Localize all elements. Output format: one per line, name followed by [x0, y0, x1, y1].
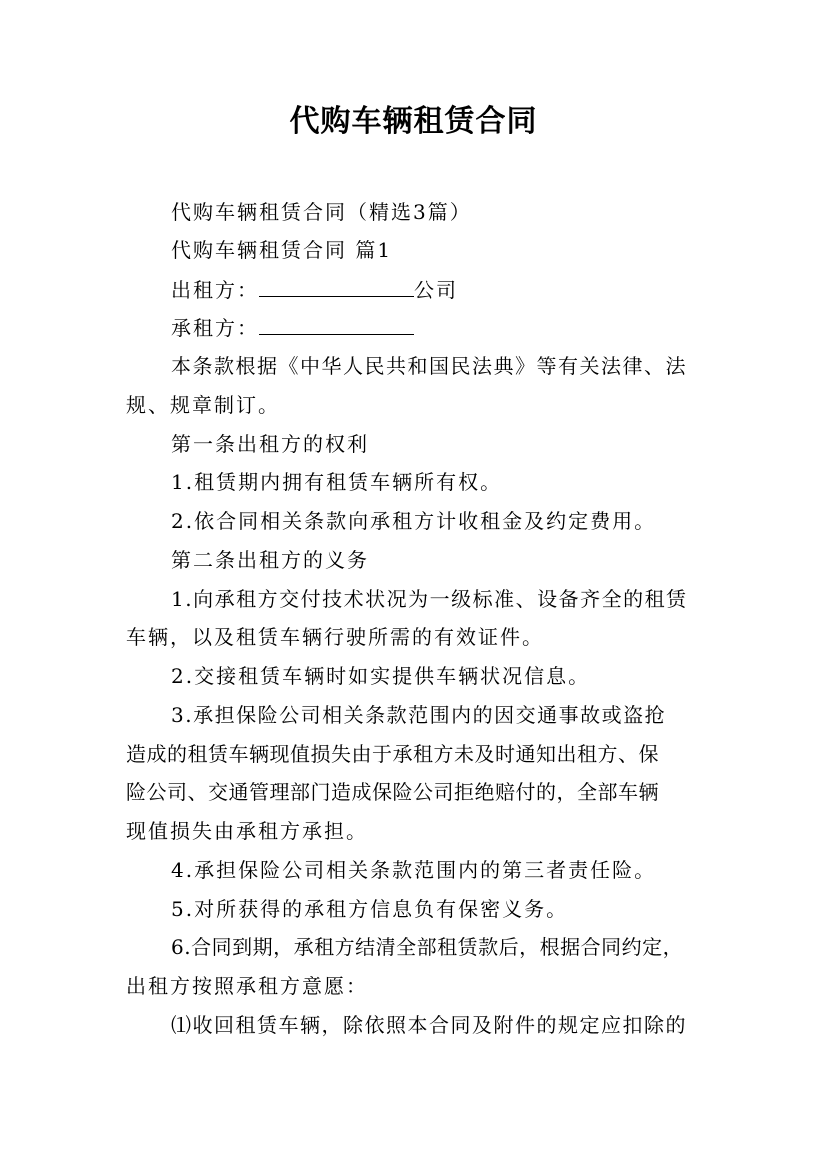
lessor-blank: [259, 276, 414, 297]
clause-line: 4.承担保险公司相关条款范围内的第三者责任险。: [171, 858, 657, 882]
article-heading: 第一条出租方的权利: [171, 432, 369, 456]
lessee-line: [171, 314, 414, 341]
lessor-suffix: 公司: [414, 278, 458, 302]
section-heading: 代购车辆租赁合同 篇1: [171, 238, 393, 262]
clause-line: ⑴收回租赁车辆，除依照本合同及附件的规定应扣除的: [171, 1013, 687, 1037]
clause-line: 出租方按照承租方意愿：: [126, 974, 368, 998]
document-title: 代购车辆租赁合同: [289, 104, 538, 139]
lessee-label: 承租方：: [171, 316, 259, 340]
subtitle-line: 代购车辆租赁合同（精选3篇）: [171, 200, 472, 224]
clause-line: 2.交接租赁车辆时如实提供车辆状况信息。: [171, 664, 591, 688]
paragraph-line: 规、规章制订。: [126, 393, 280, 417]
lessor-line: [171, 276, 458, 303]
clause-line: 5.对所获得的承租方信息负有保密义务。: [171, 897, 569, 921]
lessee-blank: [259, 314, 414, 335]
clause-line: 3.承担保险公司相关条款范围内的因交通事故或盗抢: [171, 703, 667, 727]
article-heading: 第二条出租方的义务: [171, 548, 369, 572]
clause-line: 现值损失由承租方承担。: [126, 819, 368, 843]
clause-line: 6.合同到期，承租方结清全部租赁款后，根据合同约定，: [171, 935, 684, 959]
clause-line: 1.租赁期内拥有租赁车辆所有权。: [171, 470, 503, 494]
paragraph-line: 本条款根据《中华人民共和国民法典》等有关法律、法: [171, 354, 687, 378]
clause-line: 车辆，以及租赁车辆行驶所需的有效证件。: [126, 625, 544, 649]
lessor-label: 出租方：: [171, 278, 259, 302]
clause-line: 1.向承租方交付技术状况为一级标准、设备齐全的租赁: [171, 587, 688, 611]
clause-line: 2.依合同相关条款向承租方计收租金及约定费用。: [171, 509, 657, 533]
clause-line: 险公司、交通管理部门造成保险公司拒绝赔付的，全部车辆: [126, 780, 659, 804]
clause-line: 造成的租赁车辆现值损失由于承租方未及时通知出租方、保: [126, 742, 659, 766]
